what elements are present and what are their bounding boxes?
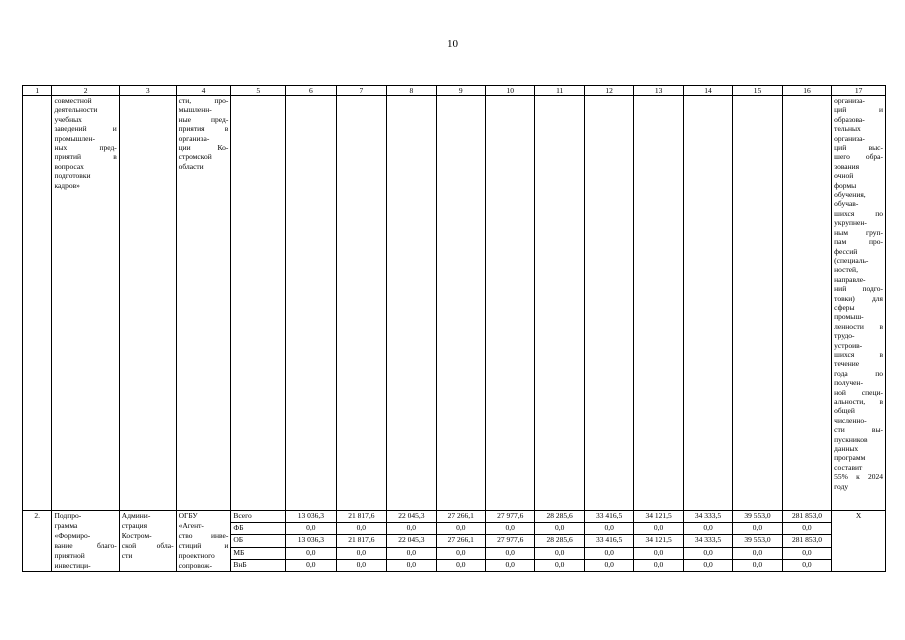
amount-cell: 39 553,0	[733, 535, 782, 547]
amount-cell: 0,0	[584, 559, 633, 571]
text-line: сопровож-	[178, 561, 212, 570]
text-line: заведений и	[54, 124, 117, 134]
amount-cell: 13 036,3	[286, 511, 337, 523]
source-label: МБ	[231, 547, 286, 559]
header-cell: 6	[286, 86, 337, 96]
amount-cell: 0,0	[634, 559, 683, 571]
text-line: укрупнен-	[834, 218, 867, 228]
header-cell: 16	[782, 86, 831, 96]
text-line: тельных	[834, 124, 861, 134]
text-line: проектного	[178, 551, 215, 560]
text-line: ной специ-	[834, 387, 883, 397]
text-line: приятий в	[54, 152, 117, 162]
amount-cell: 39 553,0	[733, 511, 782, 523]
cell-col-1	[23, 96, 52, 511]
amount-cell: 0,0	[286, 559, 337, 571]
text-line: Админи-	[121, 511, 151, 520]
text-line: получен-	[834, 378, 863, 388]
header-row	[23, 86, 886, 96]
amount-cell: 22 045,3	[387, 511, 436, 523]
text-line: деятельности	[54, 105, 98, 115]
source-label: ФБ	[231, 523, 286, 535]
text-line: инвестици-	[54, 561, 91, 570]
amount-cell: 0,0	[683, 559, 732, 571]
text-line: обучения,	[834, 190, 866, 200]
text-line: ций и	[834, 105, 883, 115]
amount-cell: 13 036,3	[286, 535, 337, 547]
header-cell: 5	[231, 86, 286, 96]
text-line: ций выс-	[834, 143, 883, 153]
responsible-executor	[119, 511, 176, 572]
text-line: ных пред-	[54, 143, 117, 153]
text-line: «Агент-	[178, 521, 204, 530]
cell-col-9	[436, 96, 485, 511]
amount-cell: 0,0	[436, 523, 485, 535]
header-cell: 15	[733, 86, 782, 96]
text-line: зования	[834, 161, 860, 171]
text-line: «Формиро-	[54, 531, 91, 540]
cell-col-12	[584, 96, 633, 511]
text-line: формы	[834, 180, 857, 190]
header-cell: 3	[119, 86, 176, 96]
amount-cell: 0,0	[336, 559, 387, 571]
header-cell: 12	[584, 86, 633, 96]
text-line: шего обра-	[834, 152, 883, 162]
amount-cell: 0,0	[683, 547, 732, 559]
header-cell: 11	[535, 86, 584, 96]
amount-cell: 0,0	[387, 523, 436, 535]
amount-cell: 0,0	[535, 547, 584, 559]
amount-cell: 0,0	[486, 547, 535, 559]
cell-col-2	[52, 96, 119, 511]
text-line: мышленн-	[178, 105, 212, 115]
text-line: учебных	[54, 114, 82, 124]
source-label: ОБ	[231, 535, 286, 547]
amount-cell: 0,0	[387, 559, 436, 571]
text-line: ностей,	[834, 265, 858, 275]
amount-cell: 0,0	[486, 559, 535, 571]
continuation-row	[23, 96, 886, 511]
text-line: течение	[834, 359, 860, 369]
text-line: подготовки	[54, 171, 91, 181]
text-line: составит	[834, 462, 863, 472]
text-line: области	[178, 161, 204, 171]
header-cell: 13	[634, 86, 683, 96]
text-line: грамма	[54, 521, 78, 530]
text-line: альности, в	[834, 397, 883, 406]
cell-col-16	[782, 96, 831, 511]
cell-col-17	[832, 96, 886, 511]
text-line: 55% к 2024	[834, 472, 883, 482]
amount-cell: 22 045,3	[387, 535, 436, 547]
text-line: сферы	[834, 302, 855, 312]
text-line: стромской	[178, 152, 212, 162]
cell-col-14	[683, 96, 732, 511]
header-cell: 10	[486, 86, 535, 96]
amount-cell: 28 285,6	[535, 535, 584, 547]
cell-col-10	[486, 96, 535, 511]
text-line: ской обла-	[121, 541, 174, 550]
amount-cell: 0,0	[286, 523, 337, 535]
text-line: ство инве-	[178, 531, 229, 540]
amount-cell: 27 266,1	[436, 535, 485, 547]
source-label: ВнБ	[231, 559, 286, 571]
co-executor	[176, 511, 231, 572]
program-table	[22, 85, 886, 572]
amount-cell: 0,0	[733, 523, 782, 535]
header-cell: 4	[176, 86, 231, 96]
amount-cell: 281 853,0	[782, 535, 831, 547]
text-line: сти	[121, 551, 133, 560]
text-line: шихся по	[834, 208, 883, 218]
funding-row	[23, 511, 886, 523]
text-line: стиций и	[178, 541, 229, 550]
amount-cell: 34 121,5	[634, 535, 683, 547]
amount-cell: 281 853,0	[782, 511, 831, 523]
text-line: года по	[834, 368, 883, 378]
text-line: фессий	[834, 246, 858, 256]
text-line: численно-	[834, 415, 867, 425]
amount-cell: 0,0	[733, 547, 782, 559]
amount-cell: 28 285,6	[535, 511, 584, 523]
text-line: Подпро-	[54, 511, 82, 520]
text-line: обучав-	[834, 199, 859, 209]
text-line: пам про-	[834, 237, 883, 247]
amount-cell: 0,0	[535, 559, 584, 571]
text-line: Костром-	[121, 531, 152, 540]
amount-cell: 27 266,1	[436, 511, 485, 523]
text-line: ные пред-	[178, 114, 229, 124]
cell-col-6	[286, 96, 337, 511]
header-cell: 9	[436, 86, 485, 96]
amount-cell: 34 333,5	[683, 511, 732, 523]
text-line: организа-	[834, 133, 865, 143]
cell-col-4	[176, 96, 231, 511]
amount-cell: 34 121,5	[634, 511, 683, 523]
amount-cell: 0,0	[336, 523, 387, 535]
cell-col-11	[535, 96, 584, 511]
amount-cell: 0,0	[286, 547, 337, 559]
text-line: очной	[834, 171, 854, 181]
source-label: Всего	[231, 511, 286, 523]
text-line: ции Ко-	[178, 143, 229, 153]
text-line: (специаль-	[834, 255, 869, 265]
header-cell: 17	[832, 86, 886, 96]
header-cell: 2	[52, 86, 119, 96]
amount-cell: 0,0	[584, 547, 633, 559]
text-line: ний подго-	[834, 284, 883, 294]
text-line: общей	[834, 406, 855, 416]
amount-cell: 33 416,5	[584, 535, 633, 547]
text-line: совместной	[54, 96, 92, 105]
text-line: кадров»	[54, 180, 80, 190]
text-line: ным груп-	[834, 227, 883, 237]
text-line: ленности в	[834, 321, 883, 331]
text-line: сти вы-	[834, 425, 883, 435]
text-line: промыш-	[834, 312, 864, 322]
amount-cell: 0,0	[486, 523, 535, 535]
amount-cell: 0,0	[436, 547, 485, 559]
indicator-cell: Х	[832, 511, 886, 572]
header-cell: 7	[336, 86, 387, 96]
text-line: вопросах	[54, 161, 84, 171]
amount-cell: 34 333,5	[683, 535, 732, 547]
header-cell: 14	[683, 86, 732, 96]
text-line: шихся в	[834, 349, 883, 359]
cell-col-15	[733, 96, 782, 511]
amount-cell: 0,0	[733, 559, 782, 571]
text-line: товки) для	[834, 293, 883, 303]
subprogram-name	[52, 511, 119, 572]
cell-col-3	[119, 96, 176, 511]
text-line: страция	[121, 521, 148, 530]
amount-cell: 0,0	[683, 523, 732, 535]
cell-col-5	[231, 96, 286, 511]
amount-cell: 0,0	[535, 523, 584, 535]
text-line: организа-	[178, 133, 210, 143]
amount-cell: 0,0	[336, 547, 387, 559]
amount-cell: 0,0	[634, 547, 683, 559]
header-cell: 8	[387, 86, 436, 96]
amount-cell: 21 817,6	[336, 511, 387, 523]
text-line: данных	[834, 444, 859, 454]
text-line: промышлен-	[54, 133, 95, 143]
row-number: 2.	[23, 511, 52, 572]
amount-cell: 0,0	[387, 547, 436, 559]
amount-cell: 0,0	[782, 523, 831, 535]
cell-col-7	[336, 96, 387, 511]
amount-cell: 27 977,6	[486, 511, 535, 523]
text-line: ОГБУ	[178, 511, 198, 520]
header-cell: 1	[23, 86, 52, 96]
amount-cell: 0,0	[436, 559, 485, 571]
amount-cell: 0,0	[634, 523, 683, 535]
text-line: организа-	[834, 96, 865, 105]
cell-col-8	[387, 96, 436, 511]
text-line: приятной	[54, 551, 85, 560]
text-line: вание благо-	[54, 541, 117, 550]
text-line: сти, про-	[178, 96, 229, 105]
text-line: приятия в	[178, 124, 229, 134]
text-line: устроив-	[834, 340, 863, 350]
text-line: направле-	[834, 274, 866, 284]
amount-cell: 27 977,6	[486, 535, 535, 547]
text-line: образова-	[834, 114, 865, 124]
amount-cell: 21 817,6	[336, 535, 387, 547]
amount-cell: 0,0	[782, 559, 831, 571]
text-line: году	[834, 481, 849, 491]
amount-cell: 33 416,5	[584, 511, 633, 523]
cell-col-13	[634, 96, 683, 511]
text-line: трудо-	[834, 331, 855, 341]
text-line: программ	[834, 453, 866, 463]
amount-cell: 0,0	[584, 523, 633, 535]
amount-cell: 0,0	[782, 547, 831, 559]
text-line: пускников	[834, 434, 868, 444]
page-number: 10	[447, 38, 458, 50]
